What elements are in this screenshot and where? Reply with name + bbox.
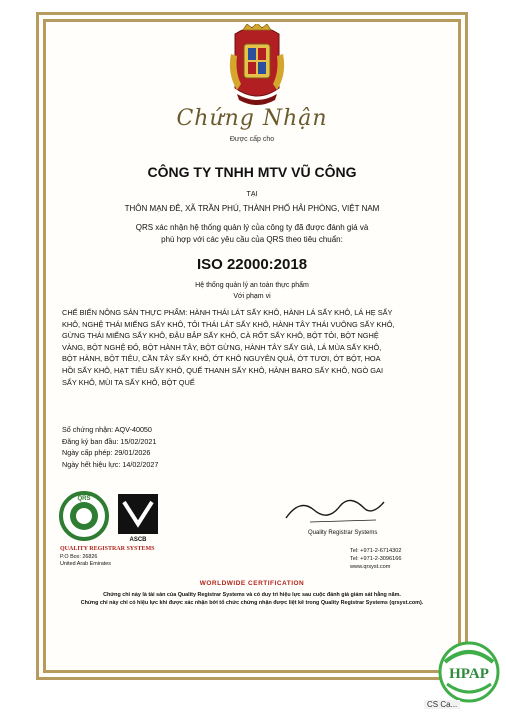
scope-line: BỘT HÀNH, BỘT TIÊU, CẦN TÂY SẤY KHÔ, ỚT KHÔ NGUYÊN QUẢ, ỚT TƯƠI, ỚT BỘT, HOA (62, 354, 381, 364)
qrs-statement-line-1: QRS xác nhận hệ thống quản lý của công ty đã được đánh giá và (135, 223, 369, 232)
qrs-statement (70, 222, 434, 246)
worldwide-certification: WORLDWIDE CERTIFICATION (199, 580, 305, 587)
signature-icon (280, 488, 390, 528)
country: United Arab Emirates (60, 561, 111, 567)
standard-name: ISO 22000:2018 (196, 256, 308, 273)
signature-caption: Quality Registrar Systems (308, 530, 378, 536)
certificate-details (62, 424, 158, 470)
royal-crest-icon (227, 24, 287, 110)
scope-text (62, 307, 444, 388)
company-name: CÔNG TY TNHH MTV VŨ CÔNG (147, 164, 357, 180)
scope-line: HỒI SẤY KHÔ, HẠT TIÊU SẤY KHÔ, QUẾ THANH SẤY KHÔ, HÀNH BARO SẤY KHÔ, NGÒ GAI (62, 365, 384, 375)
scope-line: CHẾ BIẾN NÔNG SẢN THỰC PHẨM: HÀNH THÁI LÁT SẤY KHÔ, HÀNH LÁ SẤY KHÔ, LÁ HẸ SẤY (62, 308, 393, 317)
scope-line: VÀNG, BỘT NGHỆ ĐỎ, BỘT HÀNH TÂY, BỘT GỪNG, HÀNH TÂY SẤY GIÀ, LÁ MÙA SẤY KHÔ, (62, 342, 382, 352)
management-system: Hệ thống quản lý an toàn thực phẩm (195, 282, 309, 289)
footnote-2: Chứng chỉ này chỉ có hiệu lực khi được xác nhận bởi tổ chức chứng nhận được liệt kê trong Quality Registrar Systems (qrsyst.com). (80, 600, 424, 606)
issued-to-label: Được cấp cho (229, 136, 275, 143)
company-address: THÔN MẠN ĐÊ, XÃ TRẦN PHÚ, THÀNH PHỐ HẢI PHÒNG, VIỆT NAM (124, 204, 380, 213)
contact-info (350, 548, 401, 571)
certificate-body (50, 24, 454, 668)
hpap-logo-text: HPAP (449, 666, 489, 682)
telephone-2: Tel: +971-2-3096166 (350, 555, 402, 562)
qrs-company-name: QUALITY REGISTRAR SYSTEMS (60, 546, 155, 552)
scope-line: GỪNG THÁI MIẾNG SẤY KHÔ, ĐẬU BẮP SẤY KHÔ, CÀ RỐT SẤY KHÔ, BỘT TỎI, BỘT NGHỆ (62, 331, 379, 341)
ascb-logo-text: ASCB (129, 537, 147, 542)
website: www.qrsyst.com (350, 563, 391, 570)
certificate-number: Số chứng nhận: AQV-40050 (62, 425, 152, 434)
footnote-1: Chứng chỉ này là tài sản của Quality Registrar Systems và có duy trì hiệu lực sau cuộc đánh giá giám sát hằng năm. (103, 592, 401, 598)
expiry-date: Ngày hết hiệu lực: 14/02/2027 (62, 459, 159, 469)
ascb-logo-icon (118, 494, 158, 534)
at-label: TẠI (246, 191, 258, 198)
telephone-1: Tel: +971-2-6714302 (350, 548, 402, 554)
first-registration: Đăng ký ban đầu: 15/02/2021 (62, 436, 157, 446)
qrs-logo-text: QRS (77, 496, 91, 502)
scanner-watermark: CS Ca... (424, 700, 460, 709)
qrs-statement-line-2: phù hợp với các yêu cầu của QRS theo tiêu chuẩn: (161, 235, 343, 244)
po-box: P.O Box: 26826 (60, 554, 98, 560)
scope-label: Với phạm vi (233, 293, 271, 300)
certificate-title: Chứng Nhận (176, 106, 328, 131)
issue-date: Ngày cấp phép: 29/01/2026 (62, 448, 151, 457)
scope-line: KHÔ, NGHỆ THÁI MIẾNG SẤY KHÔ, TỎI THÁI LÁT SẤY KHÔ, HÀNH TÂY THÁI VUÔNG SẤY KHÔ, (62, 319, 395, 329)
scope-line: SẤY KHÔ, MÙI TA SẤY KHÔ, BỘT QUẾ (62, 377, 195, 387)
accreditation-logos (58, 490, 178, 542)
qrs-address (60, 554, 111, 568)
hpap-logo-icon (437, 640, 501, 704)
